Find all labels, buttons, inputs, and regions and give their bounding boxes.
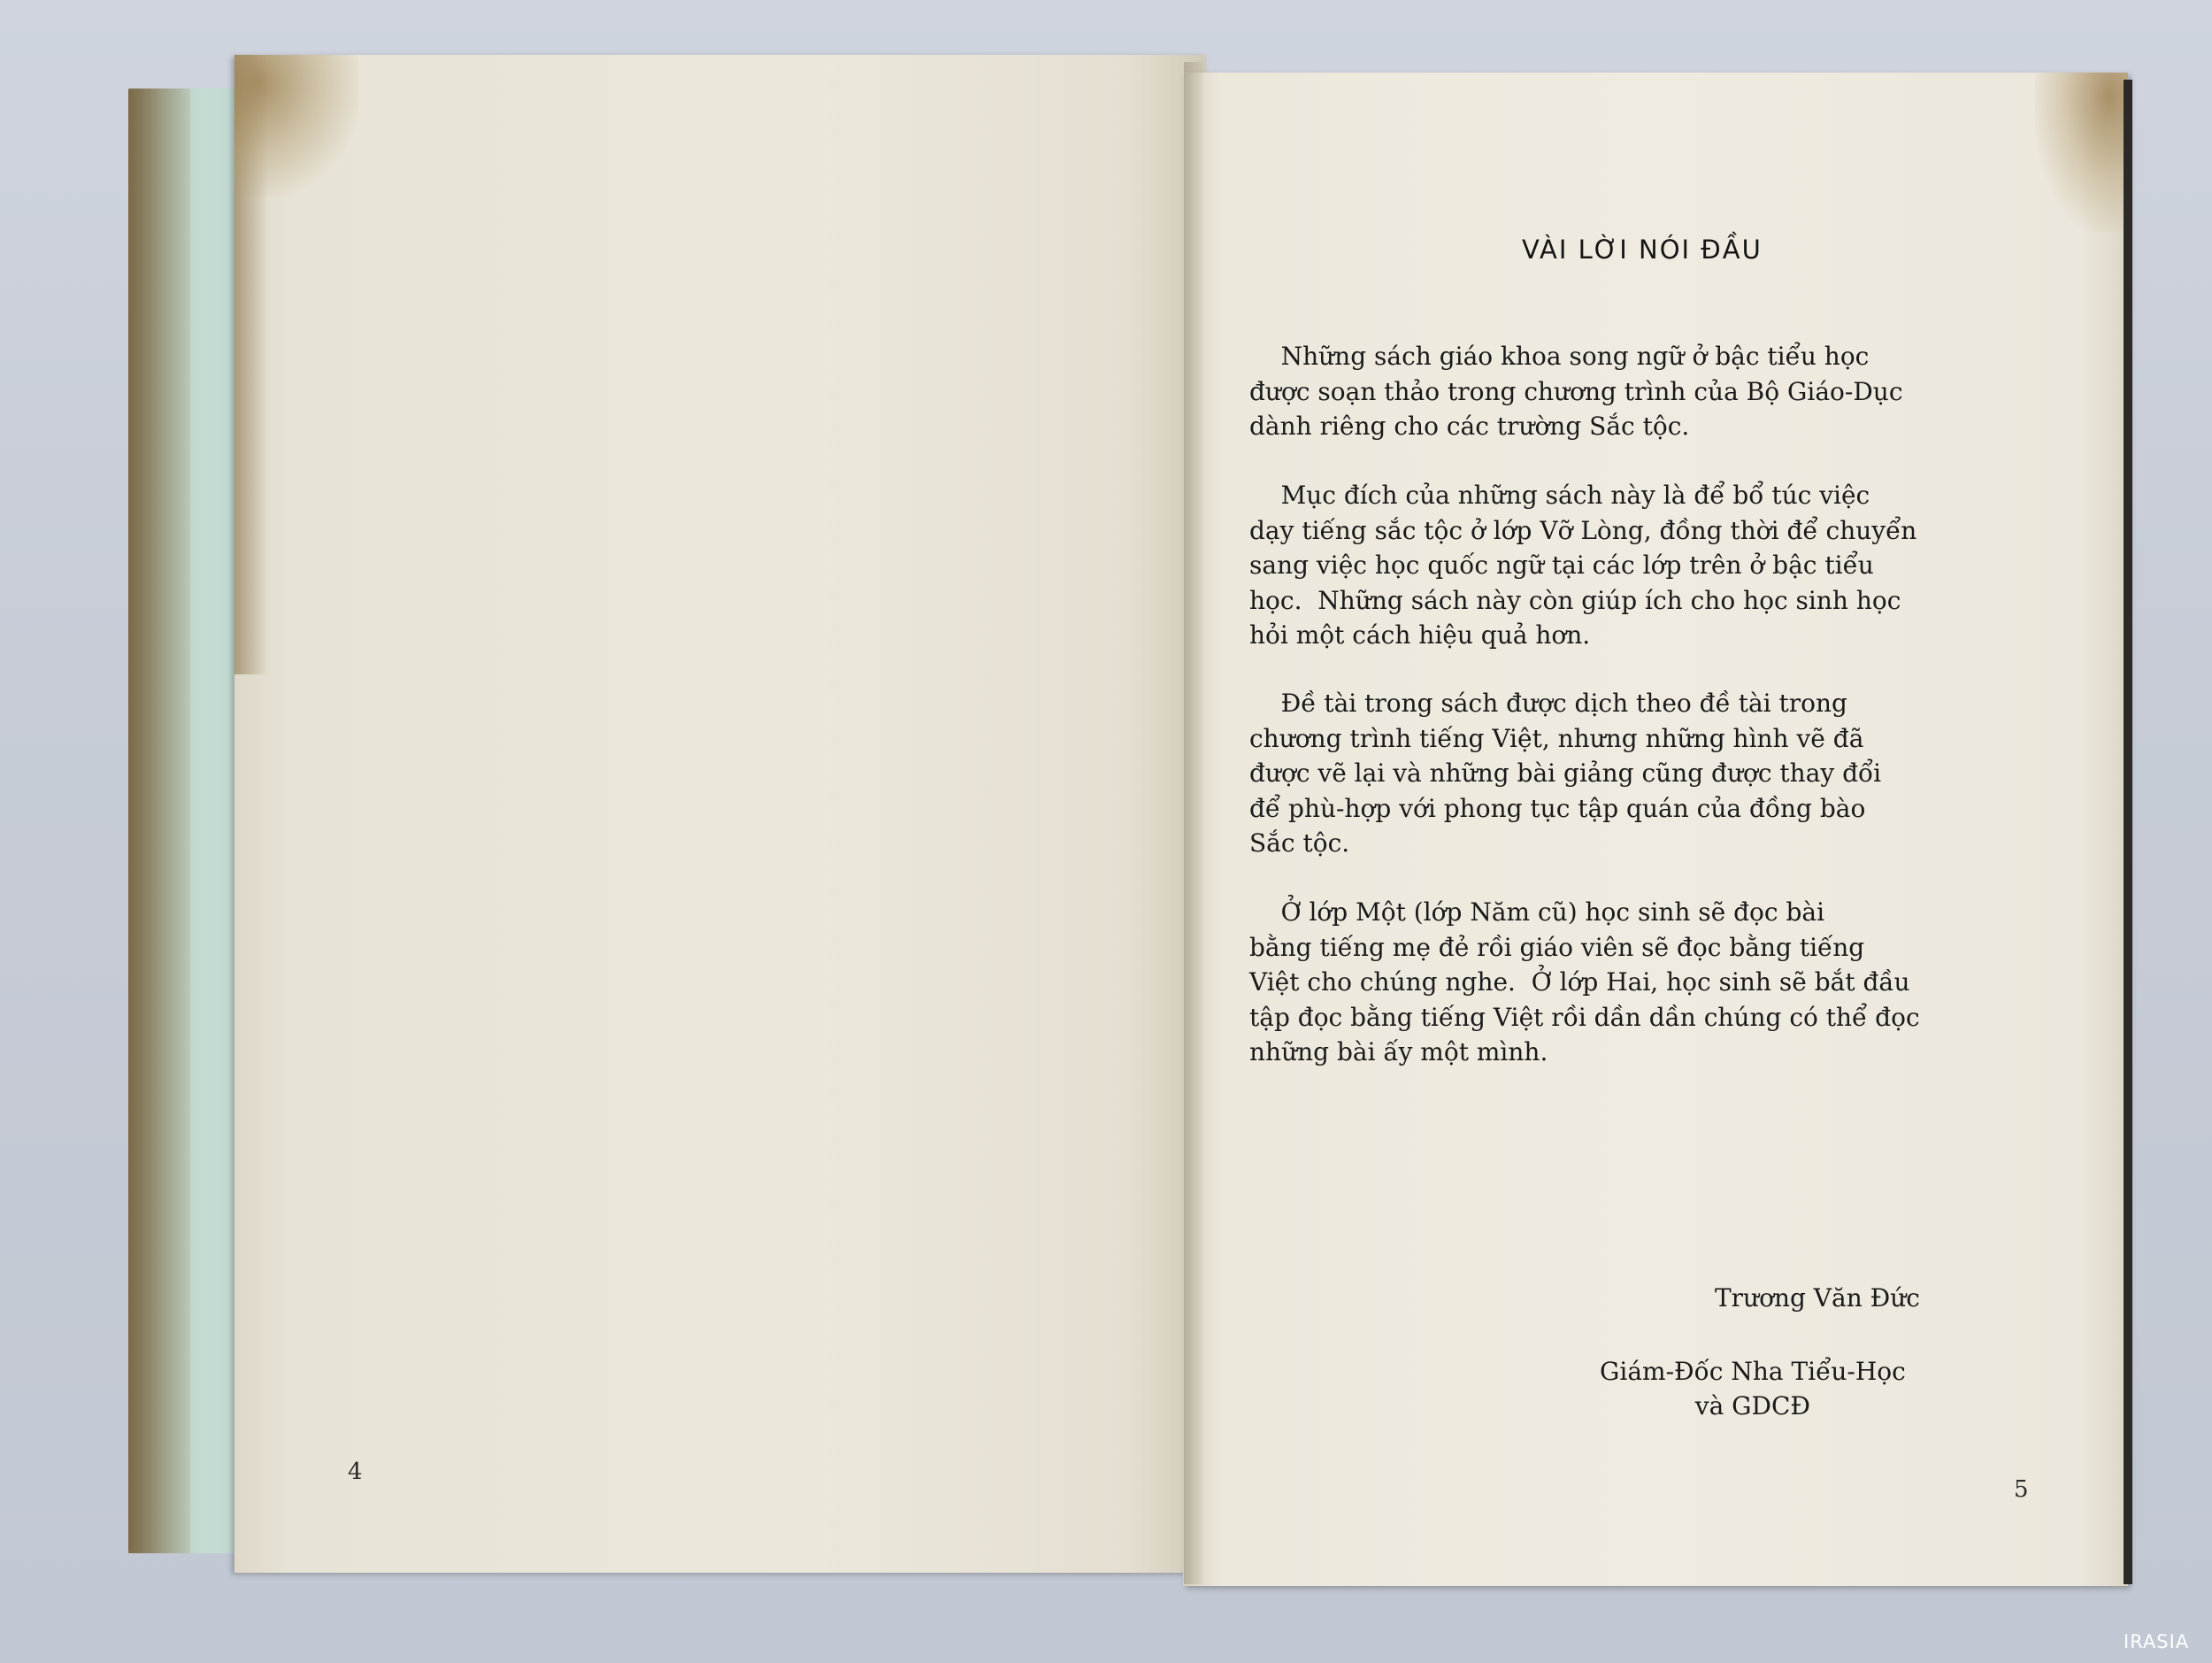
cover-stain — [128, 89, 190, 1553]
left-page — [234, 55, 1206, 1573]
paragraph-4: Ở lớp Một (lớp Năm cũ) học sinh sẽ đọc bài bằng tiếng mẹ đẻ rồi giáo viên sẽ đọc bằng tiếng Việt cho chúng nghe. Ở lớp Hai, học sinh sẽ bắt đầu tập đọc bằng tiếng Việt rồi dần dần chúng có thể đọc những bài ấy một mình. — [1249, 897, 1920, 1066]
right-page-edge — [2124, 80, 2132, 1584]
paragraph-2: Mục đích của những sách này là để bổ túc việc dạy tiếng sắc tộc ở lớp Vỡ Lòng, đồng thời để chuyển sang việc học quốc ngữ tại các lớp trên ở bậc tiểu học. Những sách này còn giúp ích cho học sinh học hỏi một cách hiệu quả hơn. — [1249, 481, 1917, 650]
right-page-number: 5 — [2014, 1476, 2029, 1503]
signature-title: Giám-Đốc Nha Tiểu-Học và GDCĐ — [1600, 1357, 1906, 1420]
left-page-corner-stain — [234, 55, 358, 196]
right-page-corner-stain — [2035, 73, 2128, 232]
signature-name: Trương Văn Đức — [1715, 1283, 1920, 1313]
watermark: IRASIA — [2124, 1631, 2190, 1652]
page-title: VÀI LỜI NÓI ĐẦU — [1522, 235, 1763, 265]
paragraph-1: Những sách giáo khoa song ngữ ở bậc tiểu học được soạn thảo trong chương trình của Bộ Giáo-Dục dành riêng cho các trường Sắc tộc. — [1249, 342, 1903, 441]
book-spine — [1184, 62, 1203, 1584]
left-page-number: 4 — [348, 1459, 363, 1485]
paragraph-3: Đề tài trong sách được dịch theo đề tài trong chương trình tiếng Việt, nhưng những hình vẽ đã được vẽ lại và những bài giảng cũng được thay đổi để phù-hợp với phong tục tập quán của đồng bào Sắc tộc. — [1249, 689, 1882, 858]
